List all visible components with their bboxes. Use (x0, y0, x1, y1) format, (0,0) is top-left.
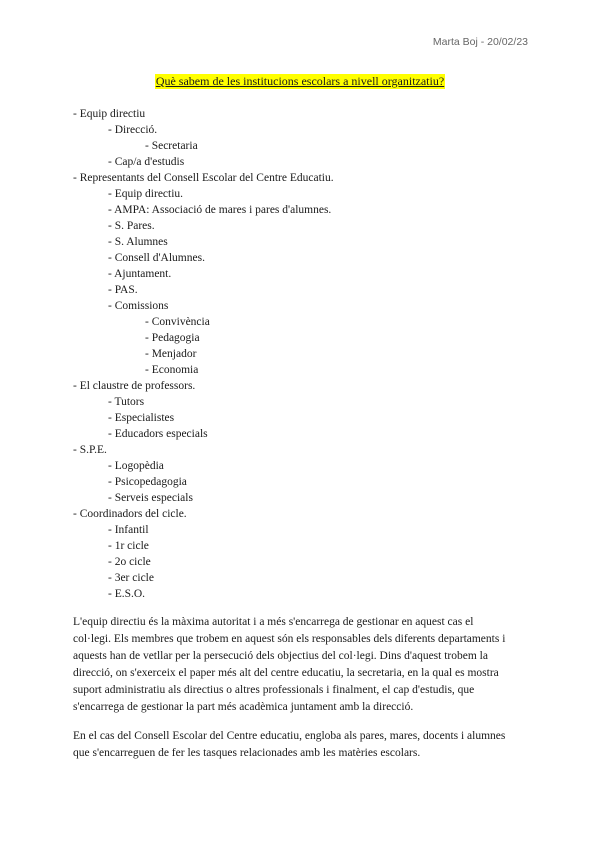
paragraph-line: suport administratiu als directius o altres professionals i finalment, el cap d'estudis, que (73, 684, 475, 696)
outline-item: - Cap/a d'estudis (108, 156, 185, 168)
outline-item: - 3er cicle (108, 572, 154, 584)
outline-item: - Educadors especials (108, 428, 208, 440)
organization-outline (73, 106, 334, 602)
outline-item: - Psicopedagogia (108, 476, 187, 488)
outline-item: - Convivència (145, 316, 210, 328)
outline-item: - Pedagogia (145, 332, 200, 344)
title-container (0, 72, 600, 90)
outline-item: - 1r cicle (108, 540, 149, 552)
outline-item: - PAS. (108, 284, 138, 296)
outline-item: - Tutors (108, 396, 145, 408)
outline-item: - Consell d'Alumnes. (108, 252, 205, 264)
outline-item: - Infantil (108, 524, 149, 536)
paragraph-consell-escolar (73, 728, 533, 762)
outline-item: - Especialistes (108, 412, 175, 424)
outline-item: - Logopèdia (108, 460, 164, 472)
paragraph-line: aquests han de vetllar per la persecució dels objectius del col·legi. Dins d'aquest trobem la (73, 650, 488, 662)
outline-item: - 2o cicle (108, 556, 151, 568)
outline-item: - Ajuntament. (108, 268, 172, 280)
outline-item: - E.S.O. (108, 588, 146, 600)
paragraph-line: s'encarrega de gestionar la part més acadèmica juntament amb la direcció. (73, 701, 414, 713)
outline-item: - Comissions (108, 300, 169, 312)
outline-item: - Menjador (145, 348, 197, 360)
paragraph-line: que s'encarreguen de fer les tasques relacionades amb les matèries escolars. (73, 747, 421, 759)
outline-item: - S.P.E. (73, 444, 107, 456)
paragraph-line: L'equip directiu és la màxima autoritat i a més s'encarrega de gestionar en aquest cas el (73, 616, 474, 628)
paragraph-line: En el cas del Consell Escolar del Centre educatiu, engloba als pares, mares, docents i alumnes (73, 730, 506, 742)
outline-item: - El claustre de professors. (73, 380, 196, 392)
outline-item: - Serveis especials (108, 492, 193, 504)
outline-item: - Representants del Consell Escolar del Centre Educatiu. (73, 172, 334, 184)
outline-item: - S. Pares. (108, 220, 155, 232)
paragraph-line: col·legi. Els membres que trobem en aquest són els responsables dels diferents departaments i (73, 633, 506, 645)
outline-item: - Coordinadors del cicle. (73, 508, 187, 520)
outline-item: - Equip directiu. (108, 188, 184, 200)
paragraph-equip-directiu (73, 614, 533, 716)
outline-item: - S. Alumnes (108, 236, 168, 248)
outline-item: - Equip directiu (73, 108, 146, 120)
document-title: Què sabem de les institucions escolars a nivell organitzatiu? (155, 74, 445, 88)
paragraph-line: direcció, on s'exerceix el paper més alt del centre educatiu, la secretaria, en la qual es mostra (73, 667, 499, 679)
outline-item: - Direcció. (108, 124, 158, 136)
outline-item: - AMPA: Associació de mares i pares d'alumnes. (108, 204, 332, 216)
outline-item: - Secretaria (145, 140, 198, 152)
outline-item: - Economia (145, 364, 199, 376)
author-date-header: Marta Boj - 20/02/23 (432, 36, 528, 48)
